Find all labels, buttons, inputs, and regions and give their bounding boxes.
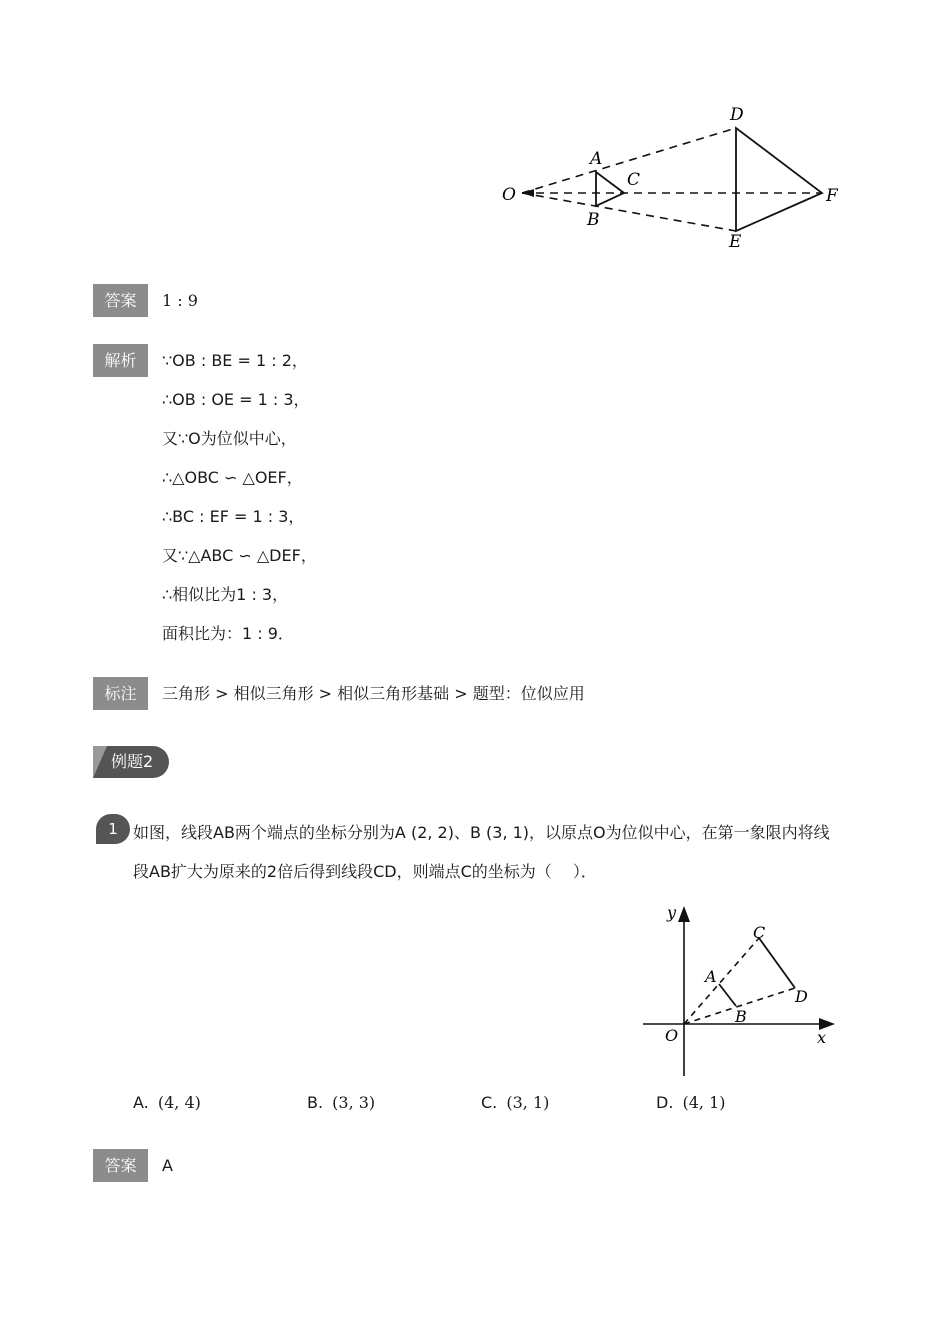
label-y: y (667, 903, 677, 922)
option-c[interactable] (481, 1093, 549, 1112)
option-d[interactable] (656, 1093, 726, 1112)
center-point-o (522, 189, 534, 197)
answer-value: 1 : 9 (162, 291, 198, 310)
answer2-value: A (162, 1156, 173, 1175)
dashed-ray-oe (522, 193, 736, 231)
analysis-line-7: ∴相似比为1 : 3， (162, 585, 289, 604)
label-d: D (730, 105, 744, 125)
label-c: C (753, 923, 766, 942)
label-c: C (627, 170, 641, 190)
triangle-abc (596, 172, 624, 206)
annotation-tag: 标注 (93, 677, 148, 710)
annotation-path: 三角形 > 相似三角形 > 相似三角形基础 > 题型：位似应用 (162, 684, 585, 703)
label-b: B (735, 1007, 747, 1026)
option-a-key: A. (133, 1093, 149, 1112)
analysis-tag: 解析 (93, 344, 148, 377)
option-a[interactable] (133, 1093, 201, 1112)
option-b[interactable] (307, 1093, 375, 1112)
label-f: F (826, 186, 838, 206)
option-b-value: (3, 3) (332, 1093, 376, 1112)
label-e: E (729, 232, 742, 252)
triangle-def (736, 128, 822, 231)
label-b: B (587, 210, 600, 230)
analysis-line-2: ∴OB : OE = 1 : 3， (162, 390, 310, 409)
option-c-key: C. (481, 1093, 498, 1112)
option-c-value: (3, 1) (506, 1093, 550, 1112)
label-a: A (590, 149, 603, 169)
label-x: x (817, 1028, 827, 1047)
label-d: D (795, 987, 808, 1006)
option-a-value: (4, 4) (157, 1093, 201, 1112)
answer2-tag: 答案 (93, 1149, 148, 1182)
analysis-line-1: ∵OB : BE = 1 : 2， (162, 351, 308, 370)
label-a: A (705, 967, 717, 986)
analysis-line-3: 又∵O为位似中心， (162, 429, 297, 448)
segment-cd (759, 938, 795, 988)
option-d-key: D. (656, 1093, 674, 1112)
question-stem-line-1: 如图，线段AB两个端点的坐标分别为A (2, 2)、B (3, 1)，以原点O为位似中心，在第一象限内将线 (133, 823, 830, 842)
question-number-badge: 1 (96, 814, 130, 844)
analysis-line-6: 又∵△ABC ∽ △DEF， (162, 546, 317, 565)
segment-ab (719, 984, 736, 1006)
example-label: 例题2 (93, 746, 169, 778)
option-d-value: (4, 1) (682, 1093, 726, 1112)
label-o: O (502, 185, 516, 205)
analysis-line-8: 面积比为：1 : 9． (162, 624, 294, 643)
answer-tag: 答案 (93, 284, 148, 317)
analysis-line-4: ∴△OBC ∽ △OEF， (162, 468, 303, 487)
label-o: O (665, 1026, 679, 1045)
y-axis-arrow (678, 906, 690, 922)
analysis-line-5: ∴BC : EF = 1 : 3， (162, 507, 305, 526)
option-b-key: B. (307, 1093, 324, 1112)
homothety-figure-triangles (490, 100, 850, 260)
coordinate-figure (635, 898, 845, 1080)
question-stem-line-2: 段AB扩大为原来的2倍后得到线段CD，则端点C的坐标为（ ）． (133, 862, 597, 881)
dashed-ray-oc (684, 938, 759, 1024)
